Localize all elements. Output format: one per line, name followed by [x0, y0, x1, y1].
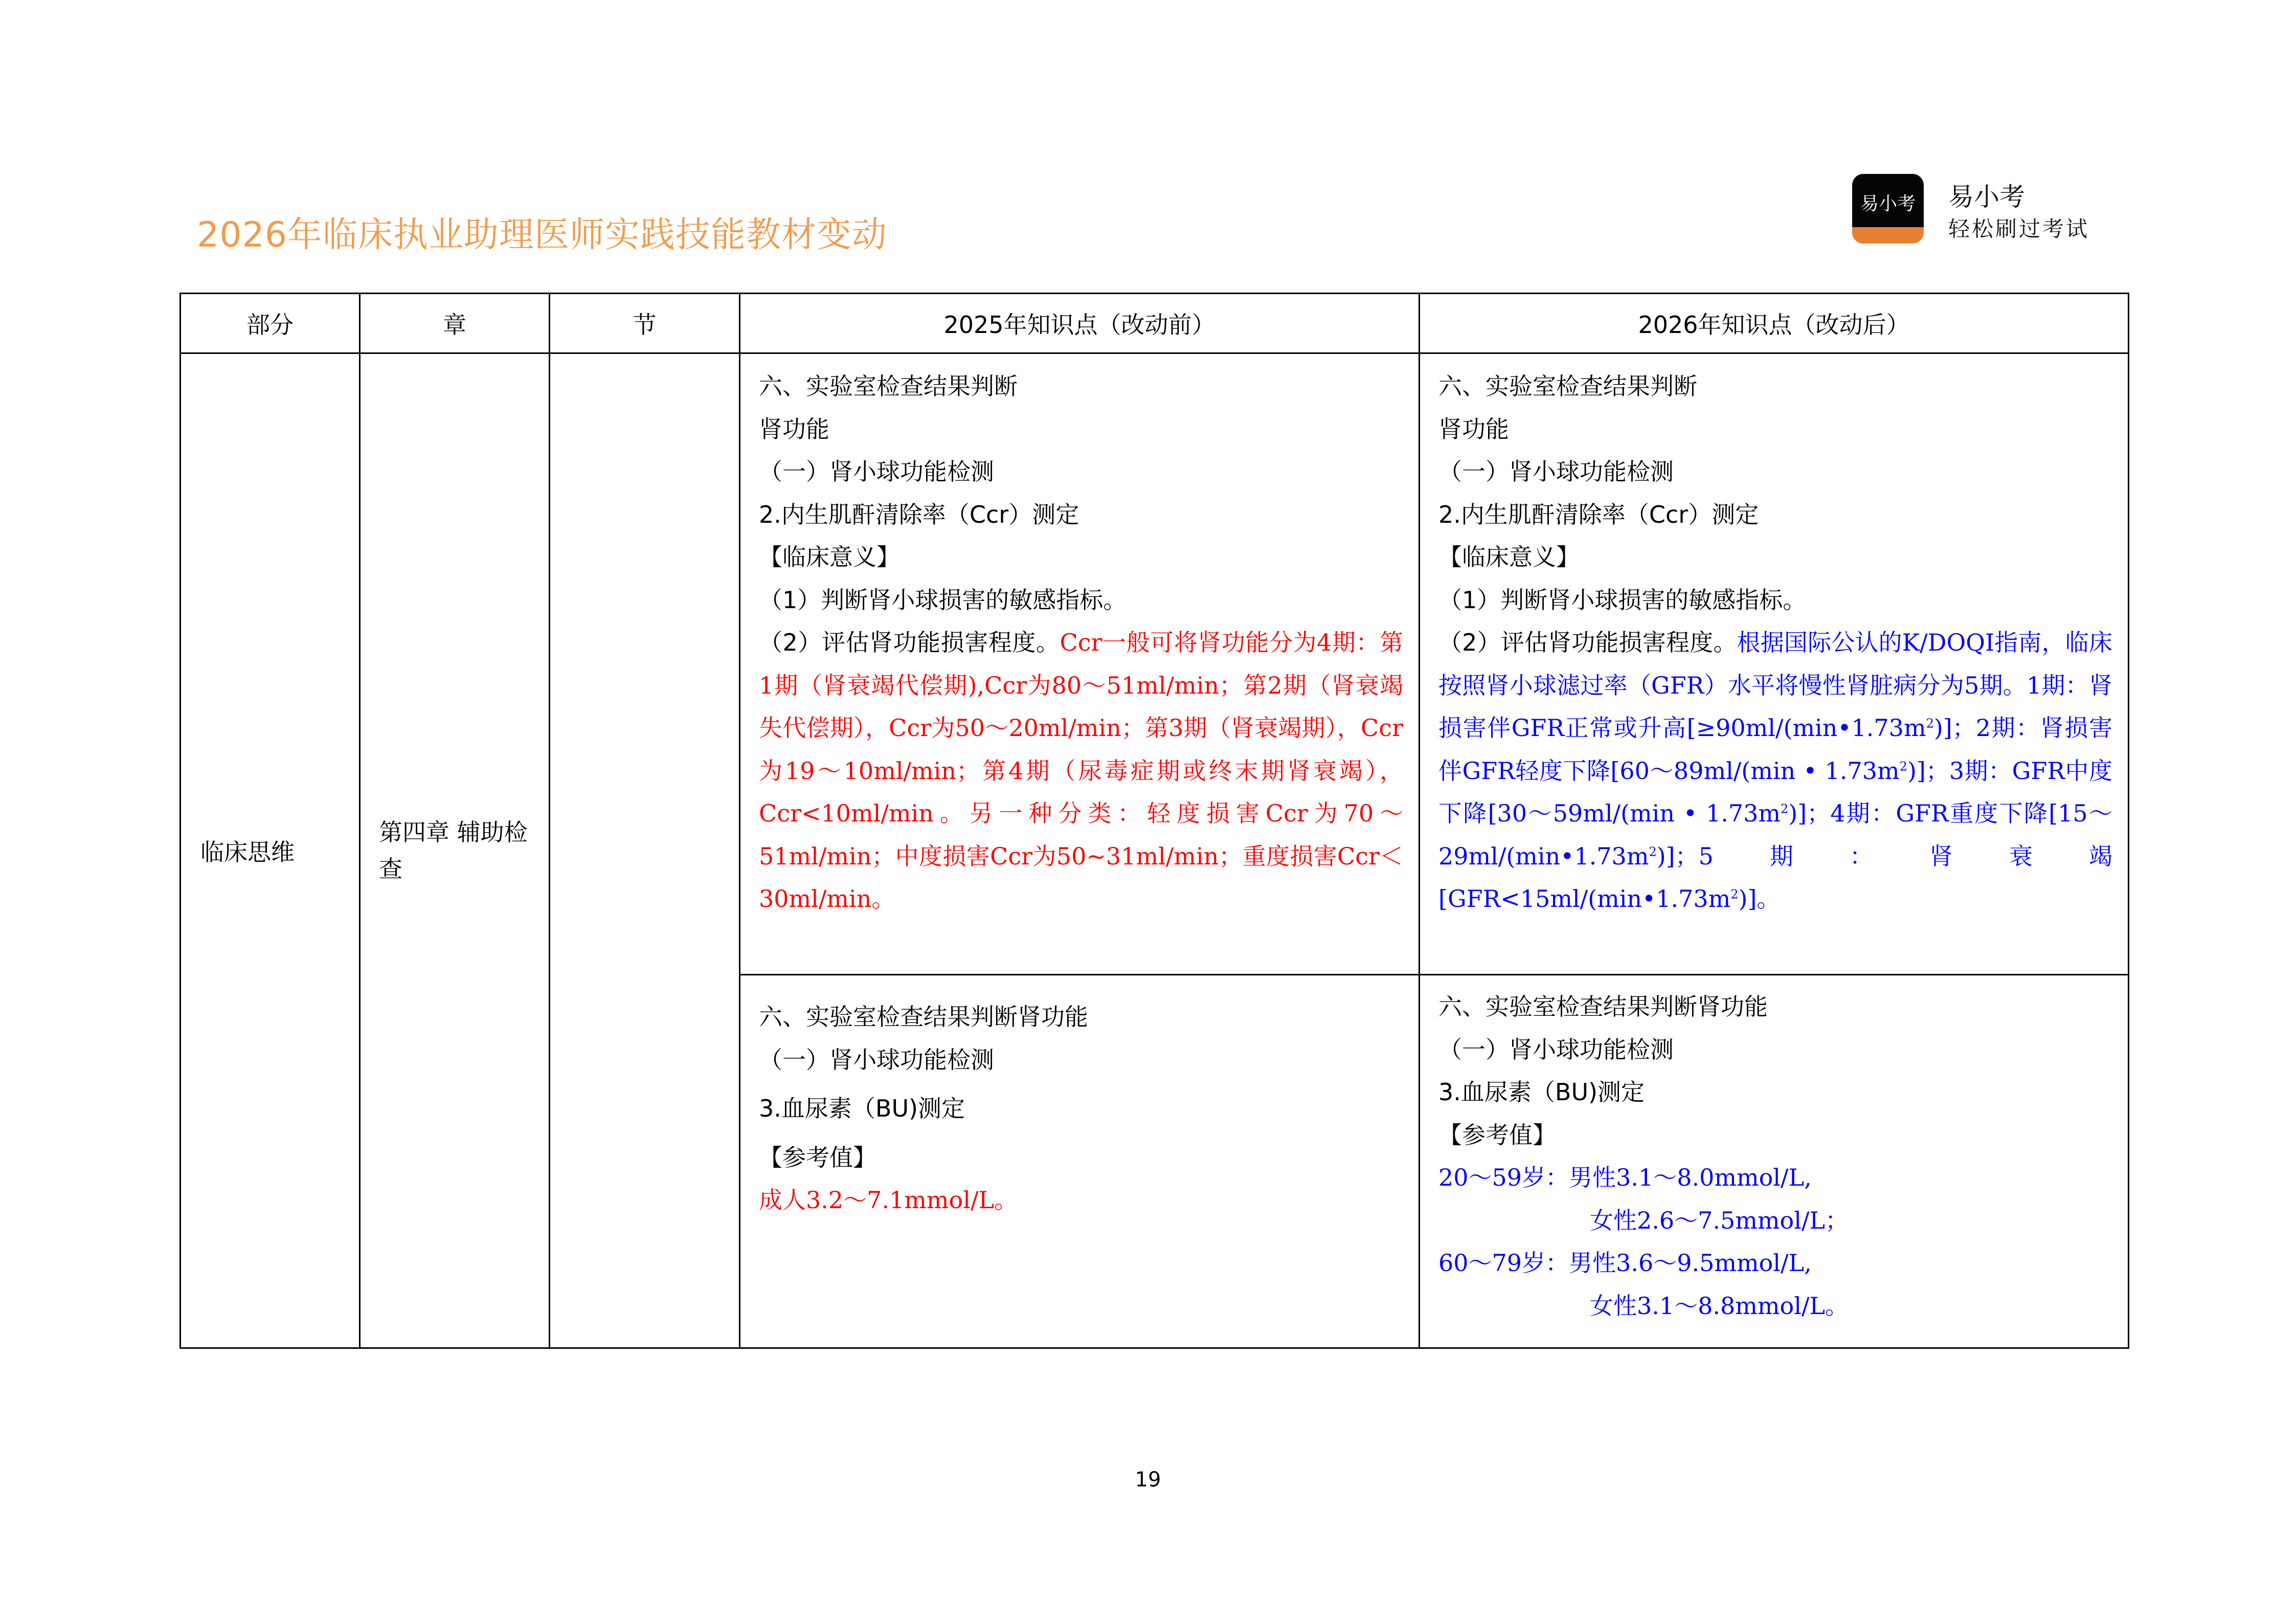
text-line: 六、实验室检查结果判断: [759, 372, 1018, 400]
column-header-chapter: 章: [360, 294, 550, 353]
text-line: 【临床意义】: [1438, 543, 1580, 571]
text-line: （1）判断肾小球损害的敏感指标。: [759, 586, 1127, 614]
table-header-row: [181, 294, 2129, 353]
chapter-cell: 第四章 辅助检查: [360, 353, 550, 1348]
column-header-2025: 2025年知识点（改动前）: [740, 294, 1420, 353]
removed-text: Ccr一般可将肾功能分为4期：第1期（肾衰竭代偿期),Ccr为80～51ml/min；第2期（肾衰竭失代偿期），Ccr为50～20ml/min；第3期（肾衰竭期），Ccr为19～10ml/min；第4期（尿毒症期或终末期肾衰竭），Ccr<10ml/min。另一种分类：轻度损害Ccr为70～51ml/min；中度损害Ccr为50~31ml/min；重度损害Ccr＜30ml/min。: [759, 629, 1403, 913]
text-line: 3.血尿素（BU)测定: [1438, 1078, 1645, 1106]
text-line: 肾功能: [759, 415, 829, 443]
superscript: 2: [1926, 716, 1934, 731]
text-line: （一）肾小球功能检测: [1438, 458, 1674, 485]
column-header-section: 节: [550, 294, 740, 353]
added-text-part: )]；2期：肾损害伴GFR轻度下降[60～89ml/(min • 1.73m: [1438, 714, 2112, 785]
changes-table: [179, 293, 2129, 1349]
page-number: 19: [1135, 1468, 1161, 1492]
added-text: 60～79岁：男性3.6～9.5mmol/L,: [1438, 1249, 1812, 1277]
removed-text: 成人3.2～7.1mmol/L。: [759, 1186, 1018, 1214]
superscript: 2: [1781, 802, 1789, 816]
text-line: 肾功能: [1438, 415, 1509, 443]
brand-slogan: 轻松刷过考试: [1948, 216, 2090, 241]
before-cell-ccr: [740, 353, 1420, 975]
added-text-part: )]；4期：GFR重度下降[15～29ml/(min•1.73m: [1438, 799, 2112, 870]
text-line: 2.内生肌酐清除率（Ccr）测定: [759, 500, 1079, 528]
logo-orange-band: [1852, 227, 1924, 243]
text-line: 3.血尿素（BU)测定: [759, 1095, 965, 1122]
added-text-part: )]；3期：GFR中度下降[30～59ml/(min • 1.73m: [1438, 757, 2112, 827]
section-cell: [550, 353, 740, 1348]
text-line: 【参考值】: [759, 1143, 876, 1171]
after-cell-ccr: [1420, 353, 2129, 975]
text-line: 2.内生肌酐清除率（Ccr）测定: [1438, 500, 1759, 528]
added-text: 女性2.6～7.5mmol/L；: [1590, 1206, 1849, 1234]
after-cell-bu: [1420, 975, 2129, 1348]
page-title: 2026年临床执业助理医师实践技能教材变动: [197, 215, 888, 255]
text-line: 【临床意义】: [759, 543, 900, 571]
superscript: 2: [1899, 759, 1907, 774]
superscript: 2: [1649, 844, 1657, 859]
table-row: [181, 353, 2129, 975]
column-header-2026: 2026年知识点（改动后）: [1420, 294, 2129, 353]
added-text-part: 根据国际公认的K/DOQI指南，临床按照肾小球滤过率（GFR）水平将慢性肾脏病分为5期。1期：肾损害伴GFR正常或升高[≥90ml/(min•1.73m: [1438, 629, 2112, 742]
text-line: （一）肾小球功能检测: [759, 1045, 994, 1074]
added-text-part: )]；5期：肾衰竭[GFR<15ml/(min•1.73m: [1438, 842, 2112, 913]
text-line: 六、实验室检查结果判断肾功能: [759, 1003, 1088, 1031]
item-2-prefix: （2）评估肾功能损害程度。: [759, 629, 1060, 656]
text-line: （一）肾小球功能检测: [1438, 1035, 1674, 1063]
column-header-part: 部分: [181, 294, 360, 353]
added-text: 女性3.1～8.8mmol/L。: [1590, 1292, 1849, 1320]
part-cell: 临床思维: [181, 353, 360, 1348]
added-text: 20～59岁：男性3.1～8.0mmol/L,: [1438, 1164, 1812, 1191]
added-text: [1438, 629, 2112, 913]
logo-icon-text: 易小考: [1860, 193, 1916, 214]
text-line: 【参考值】: [1438, 1121, 1556, 1149]
text-line: 六、实验室检查结果判断: [1438, 372, 1697, 400]
superscript: 2: [1730, 887, 1739, 902]
text-line: （一）肾小球功能检测: [759, 458, 994, 485]
text-line: （1）判断肾小球损害的敏感指标。: [1438, 586, 1807, 614]
brand-logo-icon: [1852, 174, 1924, 243]
added-text-part: )]。: [1738, 885, 1781, 913]
text-line: 六、实验室检查结果判断肾功能: [1438, 993, 1768, 1020]
item-2-prefix: （2）评估肾功能损害程度。: [1438, 629, 1737, 656]
before-cell-bu: [740, 975, 1420, 1348]
brand-name: 易小考: [1948, 182, 2025, 212]
